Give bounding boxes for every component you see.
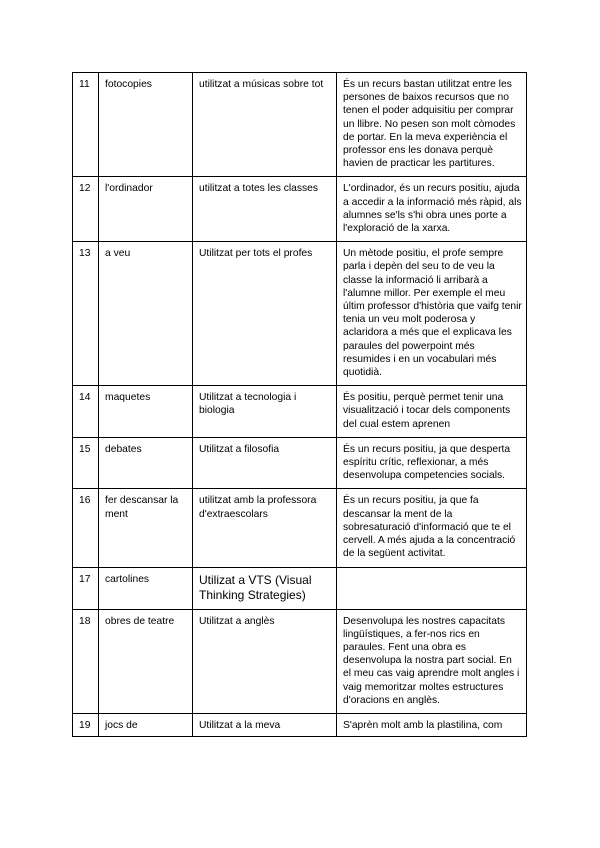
row-number: 14: [73, 386, 99, 438]
resource-description: Desenvolupa les nostres capacitats lingüístiques, a fer-nos rics en paraules. Fent una obra es desenvolupa la nostra part social. En el meu cas vaig aprendre molt angles i vaig memoritzar moltes estructures d'oracions en anglès.: [337, 609, 527, 713]
resource-usage: Utilitzat a la meva: [193, 713, 337, 736]
resource-name: maquetes: [99, 386, 193, 438]
resource-name: debates: [99, 437, 193, 489]
row-number: 17: [73, 567, 99, 609]
table-row: [73, 437, 527, 489]
resource-usage: Utilitzat per tots el profes: [193, 242, 337, 386]
table-row: [73, 713, 527, 736]
resource-name: fotocopies: [99, 73, 193, 177]
resource-name: jocs de: [99, 713, 193, 736]
resource-description: És un recurs positiu, ja que fa descansar la ment de la sobresaturació d'informació que te el cervell. A més ajuda a la concentració de la següent activitat.: [337, 489, 527, 567]
resource-name: cartolines: [99, 567, 193, 609]
resource-description: L'ordinador, és un recurs positiu, ajuda a accedir a la informació més ràpid, als alumnes se'ls s'hi obra unes porte a l'exploració de la xarxa.: [337, 177, 527, 242]
row-number: 19: [73, 713, 99, 736]
resources-table: [72, 72, 527, 737]
resource-description: Un mètode positiu, el profe sempre parla i depèn del seu to de veu la classe la informació li arribarà a l'alumne millor. Per exemple el meu últim professor d'història que vaifg tenir tenia un veu molt poderosa y aclaridora a més que el explicava les paraules del powerpoint més resumides i en un vocabulari més quotidià.: [337, 242, 527, 386]
resource-usage: utilitzat a músicas sobre tot: [193, 73, 337, 177]
row-number: 18: [73, 609, 99, 713]
table-row: [73, 177, 527, 242]
resource-usage: Utilitzat a tecnologia i biologia: [193, 386, 337, 438]
table-row: [73, 609, 527, 713]
resource-name: obres de teatre: [99, 609, 193, 713]
resource-name: fer descansar la ment: [99, 489, 193, 567]
resource-description: S'aprèn molt amb la plastilina, com: [337, 713, 527, 736]
resource-usage: Utilitzat a anglès: [193, 609, 337, 713]
resource-name: l'ordinador: [99, 177, 193, 242]
table-row: [73, 386, 527, 438]
resource-name: a veu: [99, 242, 193, 386]
resource-description: [337, 567, 527, 609]
resource-description: És un recurs bastan utilitzat entre les persones de baixos recursos que no tenen el poder adquisitiu per comprar un llibre. No pesen son molt còmodes de portar. En la meva experiència el professor ens les donava perquè havien de practicar les partitures.: [337, 73, 527, 177]
resource-description: És positiu, perquè permet tenir una visualització i tocar dels components del cual estem aprenen: [337, 386, 527, 438]
resource-description: És un recurs positiu, ja que desperta espíritu crític, reflexionar, a més desenvolupa competencies socials.: [337, 437, 527, 489]
table-row: [73, 242, 527, 386]
row-number: 11: [73, 73, 99, 177]
resource-usage: Utilizat a VTS (Visual Thinking Strategies): [193, 567, 337, 609]
row-number: 13: [73, 242, 99, 386]
resource-usage: Utilitzat a filosofia: [193, 437, 337, 489]
table-row: [73, 73, 527, 177]
row-number: 15: [73, 437, 99, 489]
row-number: 12: [73, 177, 99, 242]
resource-usage: utilitzat a totes les classes: [193, 177, 337, 242]
table-row: [73, 567, 527, 609]
row-number: 16: [73, 489, 99, 567]
table-row: [73, 489, 527, 567]
resource-usage: utilitzat amb la professora d'extraescolars: [193, 489, 337, 567]
